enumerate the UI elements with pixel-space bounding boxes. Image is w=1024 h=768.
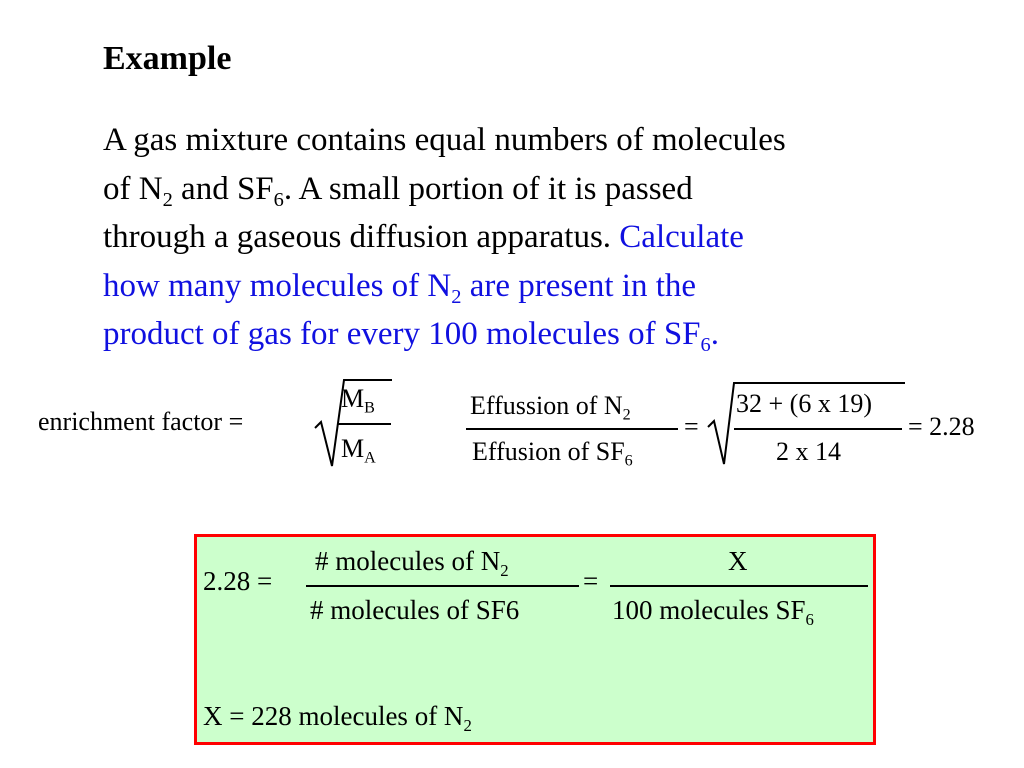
- text-fragment: how many molecules of N: [103, 267, 452, 304]
- paragraph-line-1: A gas mixture contains equal numbers of molecules: [103, 122, 786, 158]
- root-numerator: 32 + (6 x 19): [736, 389, 872, 418]
- ratio-numerator: [315, 546, 509, 580]
- enrichment-numerator: [341, 384, 375, 417]
- paragraph-line-5: [103, 310, 963, 359]
- enrichment-denominator: [341, 434, 376, 467]
- paragraph-line-2: [103, 165, 963, 214]
- effusion-denominator: [472, 437, 633, 470]
- subscript: 6: [700, 334, 711, 357]
- answer-result: [203, 701, 472, 735]
- root-denominator: 2 x 14: [776, 437, 841, 466]
- subscript: 2: [500, 560, 509, 580]
- text-fragment: .: [710, 316, 719, 352]
- text-fragment: and SF: [172, 170, 274, 207]
- subscript: 2: [451, 285, 462, 308]
- answer-box: [194, 534, 876, 745]
- subscript: A: [364, 449, 376, 467]
- equals-sign: =: [583, 566, 599, 596]
- text-fragment: M: [341, 384, 365, 413]
- text-fragment: M: [341, 434, 365, 463]
- text-fragment: X = 228 molecules of N: [203, 701, 464, 731]
- text-fragment: Effussion of N: [470, 391, 623, 420]
- answer-lhs: 2.28 =: [203, 566, 273, 596]
- effusion-result: = 2.28: [908, 412, 975, 441]
- highlighted-text: Calculate: [619, 219, 744, 255]
- text-fragment: of N: [103, 170, 163, 207]
- paragraph-line-3: [103, 213, 963, 262]
- fraction-bar: [466, 428, 678, 430]
- subscript: 2: [463, 715, 472, 735]
- subscript: B: [364, 399, 375, 417]
- effusion-numerator: [470, 391, 631, 424]
- subscript: 2: [162, 188, 173, 211]
- ratio-denominator: # molecules of SF6: [310, 595, 520, 625]
- equals-sign: =: [684, 412, 699, 441]
- text-fragment: Effusion of SF: [472, 437, 625, 466]
- subscript: 6: [273, 188, 284, 211]
- problem-paragraph: [103, 116, 963, 359]
- slide-title: Example: [103, 40, 232, 77]
- text-fragment: # molecules of N: [315, 546, 501, 576]
- fraction-bar: [337, 423, 391, 425]
- subscript: 6: [805, 609, 814, 629]
- enrichment-factor-label: enrichment factor =: [38, 407, 244, 436]
- text-fragment: product of gas for every 100 molecules of SF: [103, 316, 701, 352]
- subscript: 2: [622, 406, 631, 424]
- text-fragment: through a gaseous diffusion apparatus.: [103, 219, 620, 255]
- fraction-bar: [610, 585, 868, 587]
- paragraph-line-4: [103, 262, 963, 311]
- fraction-bar: [306, 585, 579, 587]
- text-fragment: are present in the: [461, 267, 697, 304]
- fraction-bar: [734, 428, 902, 430]
- text-fragment: 100 molecules SF: [612, 595, 806, 625]
- subscript: 6: [624, 452, 633, 470]
- x-numerator: X: [728, 546, 748, 576]
- x-denominator: [612, 595, 814, 629]
- text-fragment: . A small portion of it is passed: [283, 170, 693, 207]
